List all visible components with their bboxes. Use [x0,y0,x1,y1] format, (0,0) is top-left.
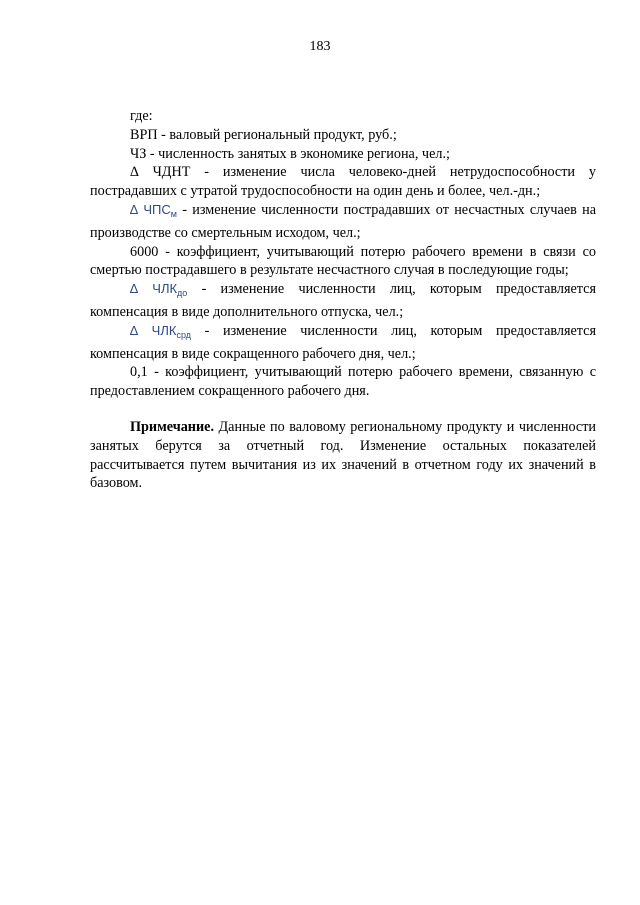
formula-chlk-do [130,281,188,299]
formula-symbol: ∆ ЧЛК [130,322,177,338]
formula-symbol: ∆ ЧЛК [130,281,178,297]
formula-subscript: срд [176,329,191,340]
note-label: Примечание. [130,418,214,435]
definition-text: - изменение численности лиц, которым предоставляется компенсация в виде сокращенного рабочего дня, чел.; [90,322,596,362]
definition-chlk-do [90,280,596,322]
definition-text: ∆ ЧДНТ - изменение числа человеко-дней нетрудоспособности у пострадавших с утратой трудоспособности на один день и более, чел.-дн.; [90,164,596,200]
document-body [90,107,596,493]
definition-chlk-srd [90,322,596,364]
definition-chps [90,201,596,243]
where-label: где: [130,108,153,124]
definition-vrp [90,126,596,145]
definition-chz [90,145,596,164]
formula-chlk-srd [130,323,191,338]
note-paragraph [90,418,596,493]
formula-chps [130,202,177,217]
formula-subscript: м [170,208,177,219]
paragraph-gap [90,401,596,418]
definition-text: ВРП - валовый региональный продукт, руб.; [130,126,397,143]
formula-symbol: ∆ ЧПС [130,201,171,217]
definition-6000 [90,243,596,281]
formula-subscript: до [177,288,188,299]
definition-text: - изменение численности лиц, которым предоставляется компенсация в виде дополнительного отпуска, чел.; [90,281,596,320]
note-text: Данные по валовому региональному продукту и численности занятых берутся за отчетный год. Изменение остальных показателей рассчитывается путем вычитания из их значений в отчетном году их значений в базовом. [90,418,596,492]
definition-text: ЧЗ - численность занятых в экономике региона, чел.; [130,145,450,162]
definition-text: - изменение численности пострадавших от несчастных случаев на производстве со смертельным исходом, чел.; [90,201,596,241]
page-number: 183 [309,39,331,54]
definition-text: 0,1 - коэффициент, учитывающий потерю рабочего времени, связанную с предоставлением сокращенного рабочего дня. [90,364,596,400]
definition-chdnt [90,163,596,201]
definition-0-1 [90,363,596,401]
definition-text: 6000 - коэффициент, учитывающий потерю рабочего времени в связи со смертью пострадавшего в результате несчастного случая в последующие годы; [90,243,596,279]
